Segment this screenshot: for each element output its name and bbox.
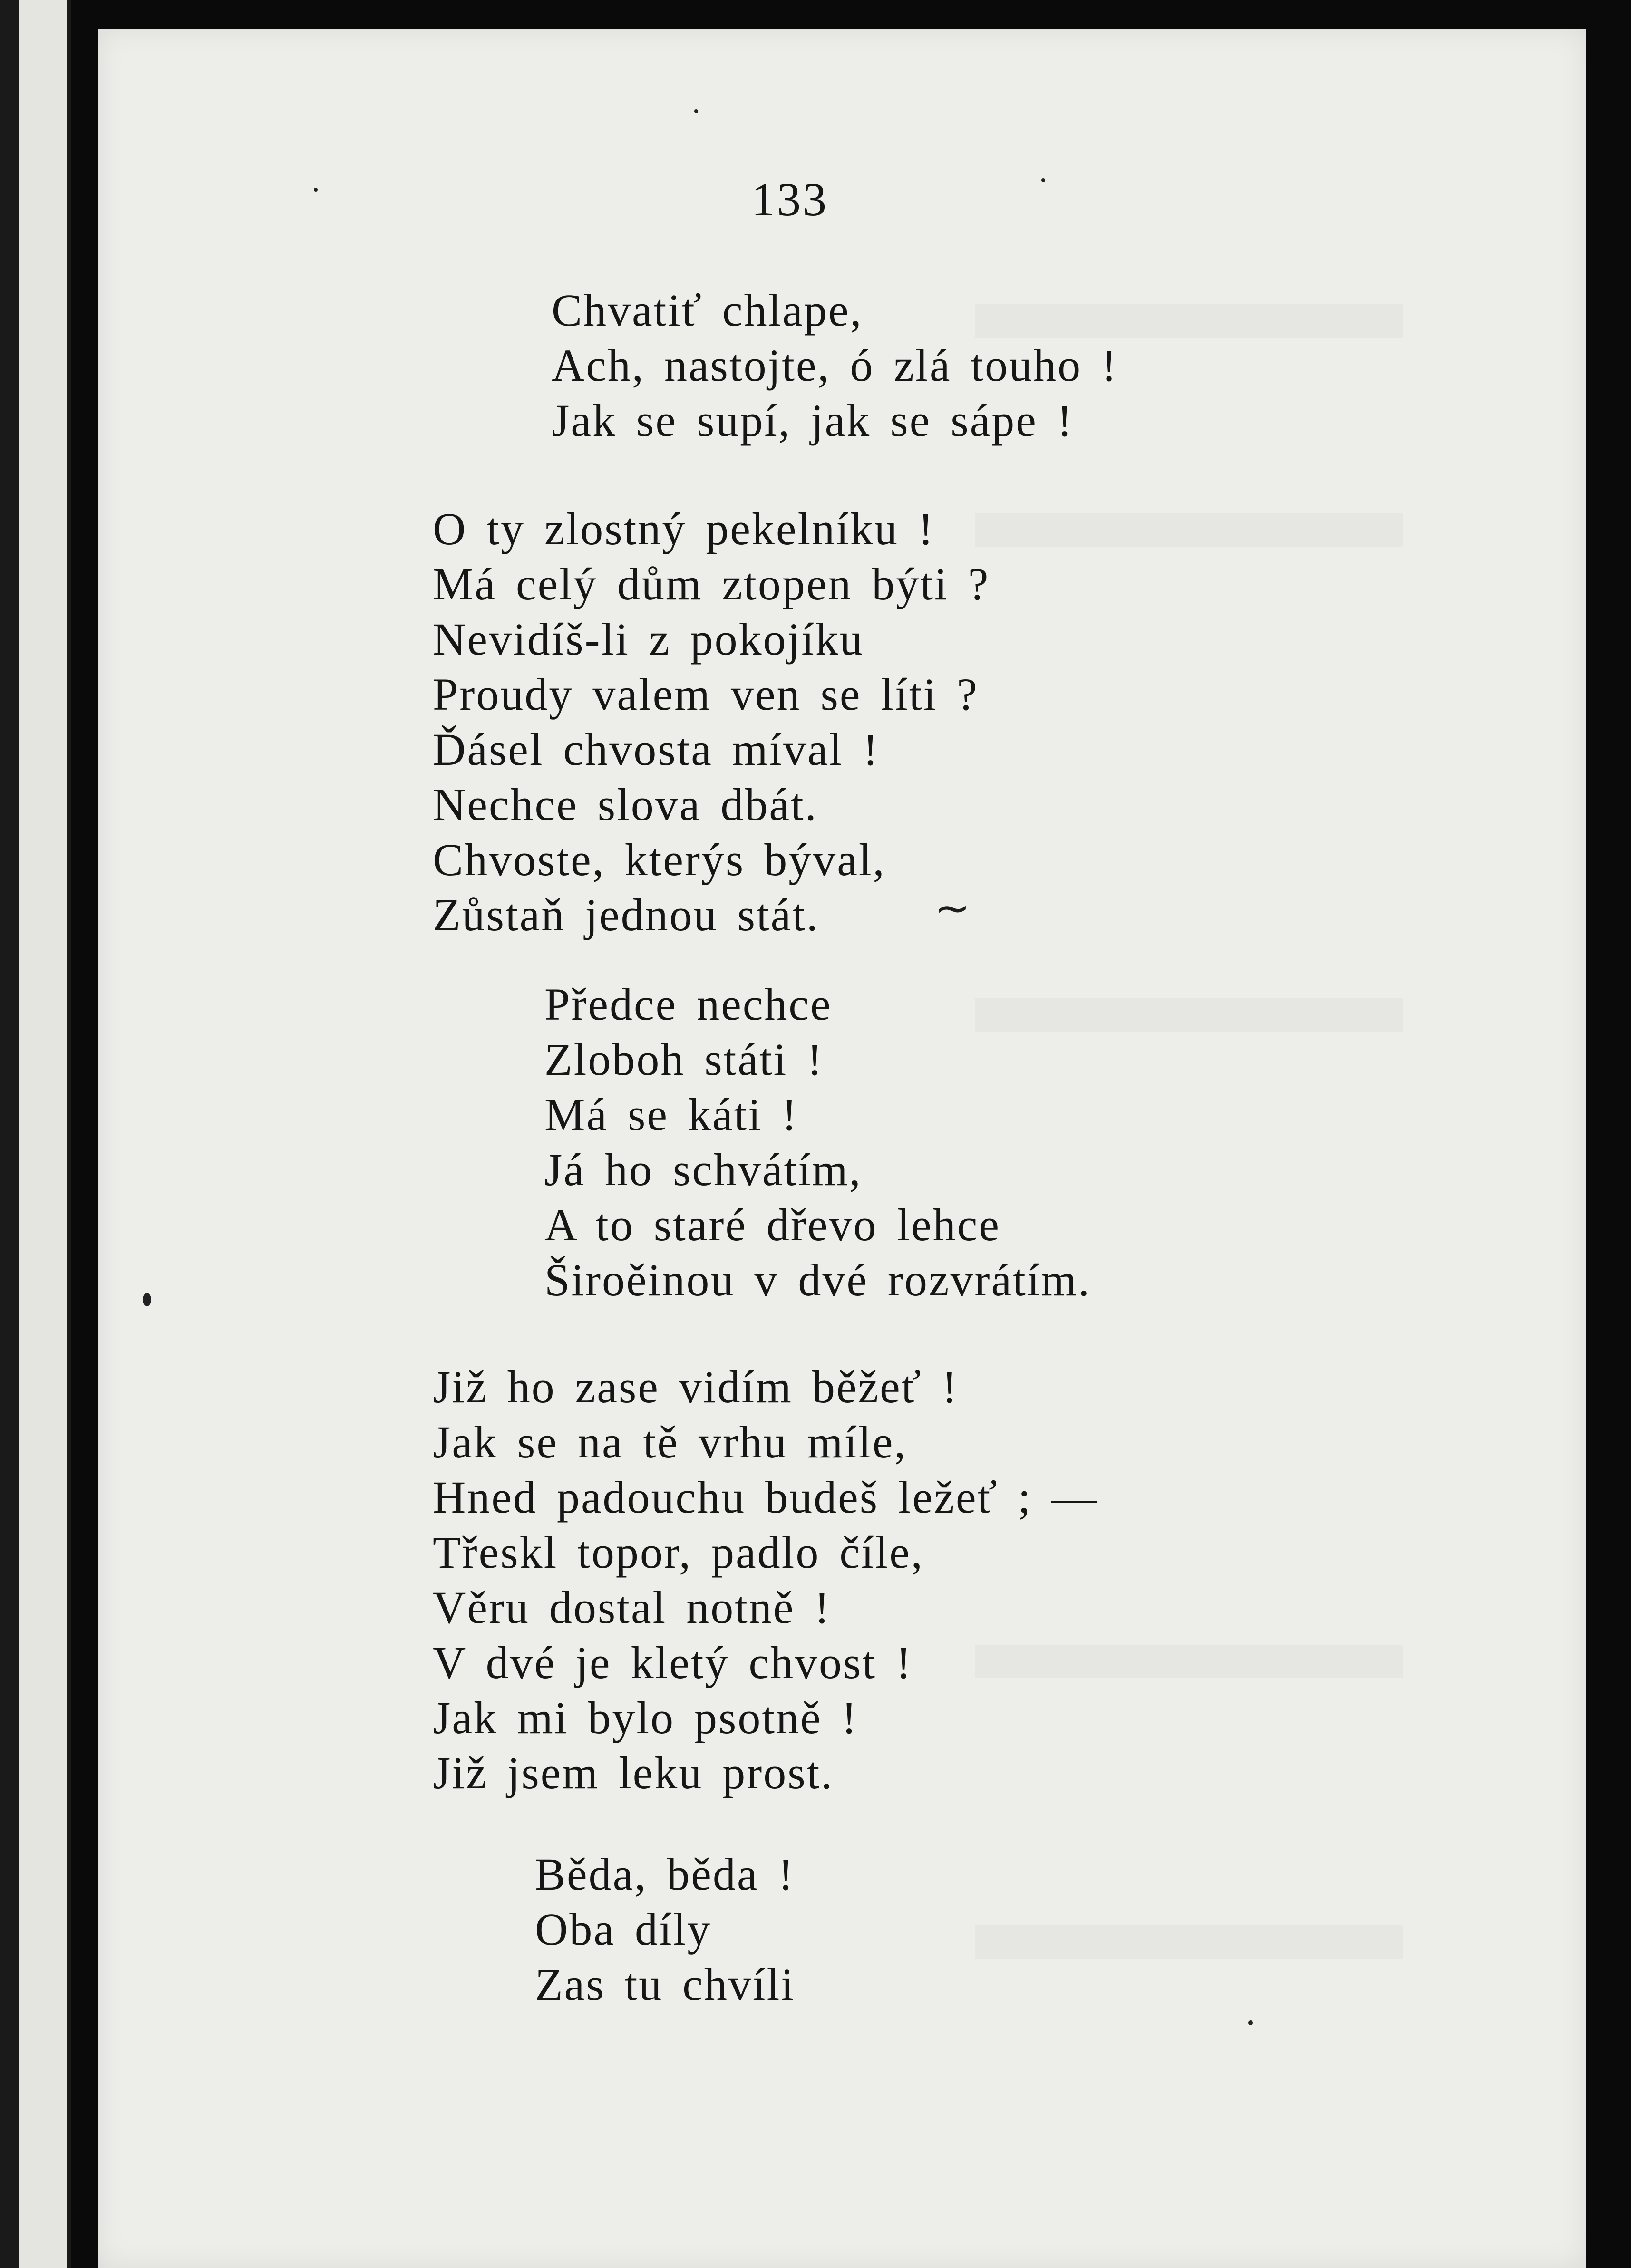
verse-line: Jak mi bylo psotně ! xyxy=(433,1692,858,1743)
verse-line: Proudy valem ven se líti ? xyxy=(433,669,979,720)
verse-line: Oba díly xyxy=(535,1904,712,1955)
verse-line: Já ho schvátím, xyxy=(544,1144,862,1195)
verse-line: Zas tu chvíli xyxy=(535,1959,795,2010)
ink-speck xyxy=(694,109,698,113)
ink-tilde-mark: ~ xyxy=(934,883,971,933)
stanza-4 xyxy=(433,1360,1098,1801)
ink-speck xyxy=(314,188,318,192)
verse-line: Již ho zase vidím běžeť ! xyxy=(433,1361,959,1412)
page-number: 133 xyxy=(751,173,828,226)
verse-line: Ďásel chvosta míval ! xyxy=(433,724,880,775)
verse-line: Jak se supí, jak se sápe ! xyxy=(552,395,1074,446)
ink-speck xyxy=(1041,178,1045,182)
verse-line: Již jsem leku prost. xyxy=(433,1747,834,1798)
verse-line: Široěinou v dvé rozvrátím. xyxy=(544,1255,1091,1305)
verse-line: Běda, běda ! xyxy=(535,1849,795,1900)
verse-line: Zloboh státi ! xyxy=(544,1034,824,1085)
verse-line: Nevidíš-li z pokojíku xyxy=(433,614,864,665)
verse-line: Chvatiť chlape, xyxy=(552,285,863,336)
verse-line: A to staré dřevo lehce xyxy=(544,1199,1000,1250)
ink-speck xyxy=(143,1293,151,1306)
stanza-3 xyxy=(544,977,1091,1308)
verse-line: O ty zlostný pekelníku ! xyxy=(433,503,935,554)
verse-line: Věru dostal notně ! xyxy=(433,1582,831,1633)
verse-line: V dvé je kletý chvost ! xyxy=(433,1637,913,1688)
verse-line: Hned padouchu budeš ležeť ; — xyxy=(433,1472,1099,1523)
verse-line: Má celý dům ztopen býti ? xyxy=(433,559,990,609)
verse-line: Ach, nastojte, ó zlá touho ! xyxy=(552,340,1118,391)
verse-line: Má se káti ! xyxy=(544,1089,798,1140)
stanza-2 xyxy=(433,502,990,943)
verse-line: Třeskl topor, padlo číle, xyxy=(433,1527,924,1578)
verse-line: Jak se na tě vrhu míle, xyxy=(433,1417,907,1467)
stanza-5 xyxy=(535,1847,795,2012)
stanza-1 xyxy=(552,283,1118,448)
verse-line: Chvoste, kterýs býval, xyxy=(433,834,886,885)
verse-line: Nechce slova dbát. xyxy=(433,779,818,830)
ink-speck xyxy=(1248,2020,1253,2025)
verse-line: Předce nechce xyxy=(544,979,832,1030)
verse-line: Zůstaň jednou stát. xyxy=(433,889,819,940)
